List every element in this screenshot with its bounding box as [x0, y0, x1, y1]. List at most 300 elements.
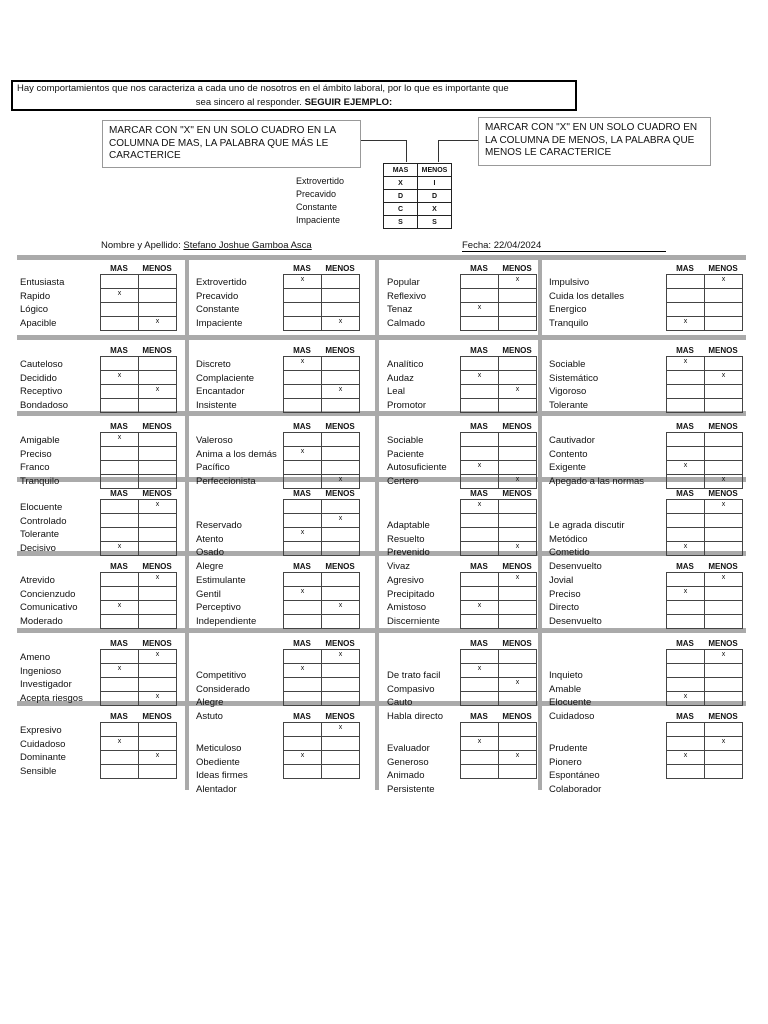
menos-checkbox[interactable] — [499, 765, 537, 779]
menos-checkbox[interactable] — [499, 514, 537, 528]
mas-checkbox[interactable] — [667, 447, 705, 461]
mas-checkbox[interactable] — [101, 650, 139, 664]
mas-header: MAS — [676, 712, 694, 721]
mas-header: MAS — [293, 639, 311, 648]
mas-checkbox[interactable] — [667, 601, 705, 615]
menos-checkbox[interactable]: x — [139, 692, 177, 706]
mas-checkbox[interactable] — [284, 500, 322, 514]
mas-checkbox[interactable]: x — [667, 692, 705, 706]
trait-word: Atento — [196, 533, 224, 545]
menos-header: MENOS — [708, 489, 738, 498]
row-separator — [17, 335, 746, 340]
mas-checkbox[interactable] — [667, 573, 705, 587]
menos-checkbox[interactable] — [499, 303, 537, 317]
menos-checkbox[interactable] — [499, 737, 537, 751]
mas-checkbox[interactable] — [284, 303, 322, 317]
mas-checkbox[interactable] — [101, 461, 139, 475]
menos-checkbox[interactable]: x — [322, 514, 360, 528]
menos-checkbox[interactable]: x — [705, 650, 743, 664]
menos-checkbox[interactable] — [705, 723, 743, 737]
menos-checkbox[interactable] — [499, 528, 537, 542]
trait-word: Habla directo — [387, 710, 443, 722]
menos-checkbox[interactable] — [322, 433, 360, 447]
mas-checkbox[interactable] — [667, 475, 705, 489]
mas-checkbox[interactable] — [461, 678, 499, 692]
mas-checkbox[interactable]: x — [284, 587, 322, 601]
menos-checkbox[interactable] — [139, 587, 177, 601]
mas-checkbox[interactable] — [101, 615, 139, 629]
menos-checkbox[interactable] — [139, 528, 177, 542]
mas-checkbox[interactable] — [667, 765, 705, 779]
menos-checkbox[interactable] — [705, 357, 743, 371]
mas-checkbox[interactable] — [667, 500, 705, 514]
mas-checkbox[interactable] — [461, 433, 499, 447]
mas-checkbox[interactable] — [101, 751, 139, 765]
trait-word: Apacible — [20, 317, 57, 329]
menos-checkbox[interactable] — [322, 615, 360, 629]
trait-word: Cauto — [387, 697, 413, 708]
menos-checkbox[interactable] — [499, 399, 537, 413]
mark-cells — [283, 356, 360, 413]
trait-word: Pionero — [549, 756, 582, 768]
mark-cells — [100, 722, 177, 779]
menos-checkbox[interactable] — [705, 303, 743, 317]
arrow-right-v — [438, 140, 439, 162]
menos-checkbox[interactable]: x — [322, 317, 360, 331]
menos-checkbox[interactable]: x — [139, 385, 177, 399]
menos-checkbox[interactable] — [705, 765, 743, 779]
mas-checkbox[interactable]: x — [461, 737, 499, 751]
menos-checkbox[interactable] — [139, 615, 177, 629]
mas-checkbox[interactable] — [284, 723, 322, 737]
menos-checkbox[interactable] — [139, 664, 177, 678]
menos-checkbox[interactable] — [499, 664, 537, 678]
mas-checkbox[interactable] — [461, 615, 499, 629]
menos-checkbox[interactable]: x — [499, 475, 537, 489]
trait-word: Certero — [387, 475, 419, 487]
menos-checkbox[interactable]: x — [322, 650, 360, 664]
mas-checkbox[interactable]: x — [284, 447, 322, 461]
menos-checkbox[interactable] — [139, 765, 177, 779]
mas-header: MAS — [110, 712, 128, 721]
menos-header: MENOS — [142, 562, 172, 571]
mas-checkbox[interactable] — [461, 692, 499, 706]
mas-checkbox[interactable] — [284, 573, 322, 587]
menos-checkbox[interactable] — [139, 723, 177, 737]
menos-checkbox[interactable] — [705, 433, 743, 447]
menos-checkbox[interactable]: x — [705, 475, 743, 489]
mas-checkbox[interactable] — [101, 678, 139, 692]
mas-checkbox[interactable] — [284, 371, 322, 385]
menos-checkbox[interactable]: x — [322, 385, 360, 399]
mas-checkbox[interactable] — [461, 447, 499, 461]
mas-checkbox[interactable] — [284, 475, 322, 489]
mas-checkbox[interactable] — [284, 289, 322, 303]
menos-checkbox[interactable] — [139, 303, 177, 317]
menos-checkbox[interactable] — [322, 573, 360, 587]
mas-checkbox[interactable]: x — [461, 303, 499, 317]
mas-checkbox[interactable]: x — [101, 601, 139, 615]
trait-word: Cuida los detalles — [549, 290, 624, 302]
menos-checkbox[interactable]: x — [322, 475, 360, 489]
menos-checkbox[interactable] — [499, 692, 537, 706]
menos-header: MENOS — [325, 422, 355, 431]
row-separator — [17, 255, 746, 260]
menos-checkbox[interactable] — [139, 357, 177, 371]
menos-checkbox[interactable] — [139, 475, 177, 489]
menos-checkbox[interactable] — [499, 723, 537, 737]
mas-header: MAS — [676, 422, 694, 431]
menos-header: MENOS — [142, 346, 172, 355]
menos-checkbox[interactable]: x — [499, 678, 537, 692]
mas-checkbox[interactable] — [101, 475, 139, 489]
mark-cells — [460, 499, 537, 556]
menos-checkbox[interactable]: x — [322, 601, 360, 615]
menos-checkbox[interactable]: x — [139, 573, 177, 587]
menos-checkbox[interactable] — [705, 601, 743, 615]
example-cell: D — [384, 190, 418, 203]
menos-checkbox[interactable] — [705, 664, 743, 678]
mas-checkbox[interactable] — [284, 650, 322, 664]
mas-checkbox[interactable] — [101, 723, 139, 737]
example-cell: S — [384, 216, 418, 229]
menos-checkbox[interactable] — [322, 587, 360, 601]
mas-checkbox[interactable] — [101, 303, 139, 317]
example-word: Constante — [296, 202, 338, 212]
menos-checkbox[interactable] — [322, 542, 360, 556]
mas-checkbox[interactable] — [461, 573, 499, 587]
menos-checkbox[interactable] — [499, 650, 537, 664]
menos-checkbox[interactable] — [705, 514, 743, 528]
menos-checkbox[interactable] — [705, 678, 743, 692]
mas-checkbox[interactable] — [461, 514, 499, 528]
mas-checkbox[interactable] — [284, 461, 322, 475]
menos-checkbox[interactable]: x — [139, 500, 177, 514]
mas-checkbox[interactable]: x — [101, 737, 139, 751]
menos-checkbox[interactable] — [705, 317, 743, 331]
trait-word: Franco — [20, 462, 50, 473]
menos-checkbox[interactable]: x — [139, 317, 177, 331]
instructions-plain: sea sincero al responder. — [195, 97, 305, 108]
trait-word: Complaciente — [196, 372, 255, 384]
mas-checkbox[interactable]: x — [284, 275, 322, 289]
example-cell: X — [418, 203, 452, 216]
menos-checkbox[interactable] — [139, 447, 177, 461]
mas-header: MAS — [676, 639, 694, 648]
menos-checkbox[interactable]: x — [499, 751, 537, 765]
example-header-menos: MENOS — [418, 164, 452, 177]
mas-checkbox[interactable] — [667, 303, 705, 317]
mas-checkbox[interactable] — [284, 615, 322, 629]
mark-cells — [666, 356, 743, 413]
menos-checkbox[interactable]: x — [499, 542, 537, 556]
menos-checkbox[interactable]: x — [322, 723, 360, 737]
mas-checkbox[interactable] — [667, 723, 705, 737]
menos-checkbox[interactable] — [705, 692, 743, 706]
menos-checkbox[interactable] — [139, 399, 177, 413]
mas-checkbox[interactable] — [101, 385, 139, 399]
example-word: Extrovertido — [296, 176, 345, 186]
menos-checkbox[interactable] — [499, 447, 537, 461]
mas-checkbox[interactable]: x — [101, 371, 139, 385]
mas-checkbox[interactable]: x — [101, 433, 139, 447]
mark-cells — [283, 432, 360, 489]
mark-cells — [666, 649, 743, 706]
mas-checkbox[interactable] — [461, 475, 499, 489]
trait-word: Decisivo — [20, 542, 56, 554]
menos-checkbox[interactable] — [322, 664, 360, 678]
menos-checkbox[interactable] — [705, 542, 743, 556]
trait-word: Precipitado — [387, 588, 435, 600]
menos-checkbox[interactable] — [139, 601, 177, 615]
mas-checkbox[interactable] — [461, 275, 499, 289]
mas-checkbox[interactable] — [667, 678, 705, 692]
example-cell: D — [418, 190, 452, 203]
menos-checkbox[interactable]: x — [499, 573, 537, 587]
menos-checkbox[interactable] — [499, 317, 537, 331]
menos-checkbox[interactable] — [322, 678, 360, 692]
mas-checkbox[interactable]: x — [284, 664, 322, 678]
trait-word: Pacífico — [196, 462, 230, 473]
menos-checkbox[interactable]: x — [705, 737, 743, 751]
menos-checkbox[interactable] — [322, 357, 360, 371]
mas-checkbox[interactable] — [461, 357, 499, 371]
mas-checkbox[interactable]: x — [667, 587, 705, 601]
trait-word: Jovial — [549, 575, 574, 586]
mas-checkbox[interactable]: x — [667, 357, 705, 371]
mas-checkbox[interactable] — [667, 385, 705, 399]
mas-checkbox[interactable] — [101, 528, 139, 542]
mas-checkbox[interactable]: x — [461, 461, 499, 475]
mark-cells — [666, 722, 743, 779]
trait-word: Leal — [387, 386, 405, 397]
menos-checkbox[interactable]: x — [705, 573, 743, 587]
menos-checkbox[interactable] — [139, 433, 177, 447]
menos-checkbox[interactable]: x — [139, 751, 177, 765]
menos-checkbox[interactable] — [499, 500, 537, 514]
trait-word: Ingenioso — [20, 665, 62, 677]
mas-checkbox[interactable] — [284, 692, 322, 706]
menos-checkbox[interactable] — [499, 371, 537, 385]
mas-checkbox[interactable] — [667, 399, 705, 413]
mas-checkbox[interactable] — [284, 514, 322, 528]
menos-checkbox[interactable] — [322, 692, 360, 706]
mas-checkbox[interactable] — [461, 723, 499, 737]
trait-word: Acepta riesgos — [20, 692, 83, 704]
menos-checkbox[interactable] — [499, 461, 537, 475]
mas-checkbox[interactable]: x — [667, 542, 705, 556]
menos-checkbox[interactable] — [705, 587, 743, 601]
mas-header: MAS — [110, 264, 128, 273]
menos-checkbox[interactable] — [705, 615, 743, 629]
mas-checkbox[interactable] — [667, 289, 705, 303]
mas-checkbox[interactable] — [101, 500, 139, 514]
menos-checkbox[interactable] — [322, 528, 360, 542]
trait-word: Amable — [549, 683, 582, 695]
menos-checkbox[interactable] — [322, 765, 360, 779]
trait-word: Inquieto — [549, 670, 583, 681]
mas-checkbox[interactable]: x — [101, 664, 139, 678]
mas-header: MAS — [676, 264, 694, 273]
mas-checkbox[interactable]: x — [667, 461, 705, 475]
trait-word: Elocuente — [549, 697, 592, 708]
mas-checkbox[interactable] — [667, 664, 705, 678]
mas-checkbox[interactable] — [101, 692, 139, 706]
mas-checkbox[interactable] — [461, 385, 499, 399]
menos-checkbox[interactable] — [322, 500, 360, 514]
menos-checkbox[interactable] — [499, 601, 537, 615]
mas-checkbox[interactable] — [101, 514, 139, 528]
mas-checkbox[interactable] — [461, 650, 499, 664]
mas-checkbox[interactable] — [101, 587, 139, 601]
column-separator — [375, 255, 379, 790]
mas-header: MAS — [293, 562, 311, 571]
mas-checkbox[interactable] — [461, 289, 499, 303]
trait-word: Colaborador — [549, 783, 602, 795]
mas-checkbox[interactable]: x — [101, 289, 139, 303]
menos-checkbox[interactable] — [139, 542, 177, 556]
mas-checkbox[interactable]: x — [667, 751, 705, 765]
menos-checkbox[interactable] — [705, 399, 743, 413]
menos-checkbox[interactable]: x — [499, 275, 537, 289]
menos-header: MENOS — [142, 489, 172, 498]
mas-checkbox[interactable] — [461, 399, 499, 413]
mas-checkbox[interactable] — [284, 385, 322, 399]
arrow-right-h — [438, 140, 478, 141]
menos-checkbox[interactable] — [139, 289, 177, 303]
mas-header: MAS — [470, 712, 488, 721]
trait-word: Impulsivo — [549, 277, 590, 288]
mas-checkbox[interactable] — [101, 357, 139, 371]
mark-cells — [100, 432, 177, 489]
mas-checkbox[interactable] — [667, 528, 705, 542]
mas-checkbox[interactable] — [101, 765, 139, 779]
trait-word: Ameno — [20, 652, 51, 663]
mas-checkbox[interactable] — [284, 601, 322, 615]
mas-checkbox[interactable] — [284, 542, 322, 556]
menos-checkbox[interactable] — [139, 275, 177, 289]
mas-checkbox[interactable] — [667, 514, 705, 528]
menos-checkbox[interactable] — [322, 751, 360, 765]
mas-checkbox[interactable] — [461, 317, 499, 331]
mas-checkbox[interactable] — [284, 317, 322, 331]
menos-checkbox[interactable] — [322, 447, 360, 461]
trait-word: Directo — [549, 602, 580, 613]
mark-cells — [100, 649, 177, 706]
example-word: Precavido — [296, 189, 337, 199]
menos-checkbox[interactable] — [499, 587, 537, 601]
example-header-mas: MAS — [384, 164, 418, 177]
mas-checkbox[interactable]: x — [101, 542, 139, 556]
mas-checkbox[interactable] — [667, 275, 705, 289]
mas-header: MAS — [676, 346, 694, 355]
mas-checkbox[interactable] — [461, 765, 499, 779]
menos-checkbox[interactable] — [322, 399, 360, 413]
menos-checkbox[interactable]: x — [499, 385, 537, 399]
menos-checkbox[interactable] — [499, 615, 537, 629]
menos-checkbox[interactable] — [139, 514, 177, 528]
example-word: Impaciente — [296, 215, 341, 225]
mas-checkbox[interactable] — [461, 528, 499, 542]
mas-checkbox[interactable] — [284, 433, 322, 447]
menos-header: MENOS — [325, 264, 355, 273]
mas-checkbox[interactable] — [101, 399, 139, 413]
mas-checkbox[interactable] — [284, 678, 322, 692]
mas-checkbox[interactable]: x — [461, 601, 499, 615]
trait-word: Cuidadoso — [20, 738, 66, 750]
menos-checkbox[interactable] — [139, 371, 177, 385]
menos-checkbox[interactable] — [705, 528, 743, 542]
trait-word: Constante — [196, 304, 240, 315]
menos-checkbox[interactable] — [322, 461, 360, 475]
mas-checkbox[interactable] — [101, 275, 139, 289]
menos-checkbox[interactable]: x — [705, 371, 743, 385]
menos-checkbox[interactable] — [499, 289, 537, 303]
menos-checkbox[interactable] — [322, 289, 360, 303]
trait-word: Preciso — [549, 588, 581, 600]
menos-checkbox[interactable] — [322, 303, 360, 317]
trait-word: Alentador — [196, 783, 237, 795]
mas-checkbox[interactable] — [667, 371, 705, 385]
mas-header: MAS — [470, 422, 488, 431]
menos-checkbox[interactable] — [322, 371, 360, 385]
mas-checkbox[interactable] — [667, 737, 705, 751]
mas-checkbox[interactable] — [284, 765, 322, 779]
menos-checkbox[interactable]: x — [705, 500, 743, 514]
mas-checkbox[interactable]: x — [461, 500, 499, 514]
menos-checkbox[interactable] — [139, 678, 177, 692]
mas-checkbox[interactable] — [461, 587, 499, 601]
mas-checkbox[interactable] — [461, 542, 499, 556]
mas-checkbox[interactable] — [284, 399, 322, 413]
menos-checkbox[interactable] — [139, 737, 177, 751]
menos-checkbox[interactable] — [499, 433, 537, 447]
mas-checkbox[interactable]: x — [284, 357, 322, 371]
menos-checkbox[interactable] — [705, 461, 743, 475]
trait-word: Alegre — [196, 560, 224, 572]
menos-checkbox[interactable]: x — [139, 650, 177, 664]
mas-checkbox[interactable] — [667, 650, 705, 664]
menos-checkbox[interactable]: x — [705, 275, 743, 289]
mas-header: MAS — [470, 639, 488, 648]
menos-checkbox[interactable] — [705, 289, 743, 303]
trait-word: Independiente — [196, 615, 257, 627]
menos-checkbox[interactable] — [499, 357, 537, 371]
menos-checkbox[interactable] — [705, 385, 743, 399]
mas-checkbox[interactable] — [284, 737, 322, 751]
mas-checkbox[interactable]: x — [667, 317, 705, 331]
trait-word: Bondadoso — [20, 399, 69, 411]
mas-checkbox[interactable]: x — [461, 371, 499, 385]
mas-checkbox[interactable] — [667, 615, 705, 629]
menos-checkbox[interactable] — [705, 751, 743, 765]
trait-word: Promotor — [387, 399, 427, 411]
trait-word: Evaluador — [387, 743, 430, 754]
mas-checkbox[interactable]: x — [461, 664, 499, 678]
mas-checkbox[interactable] — [101, 573, 139, 587]
menos-checkbox[interactable] — [139, 461, 177, 475]
mas-checkbox[interactable] — [101, 447, 139, 461]
mas-checkbox[interactable] — [461, 751, 499, 765]
mark-cells — [460, 432, 537, 489]
mas-checkbox[interactable] — [667, 433, 705, 447]
mas-checkbox[interactable]: x — [284, 528, 322, 542]
menos-checkbox[interactable] — [322, 737, 360, 751]
mas-checkbox[interactable] — [101, 317, 139, 331]
menos-checkbox[interactable] — [322, 275, 360, 289]
mas-checkbox[interactable]: x — [284, 751, 322, 765]
menos-checkbox[interactable] — [705, 447, 743, 461]
